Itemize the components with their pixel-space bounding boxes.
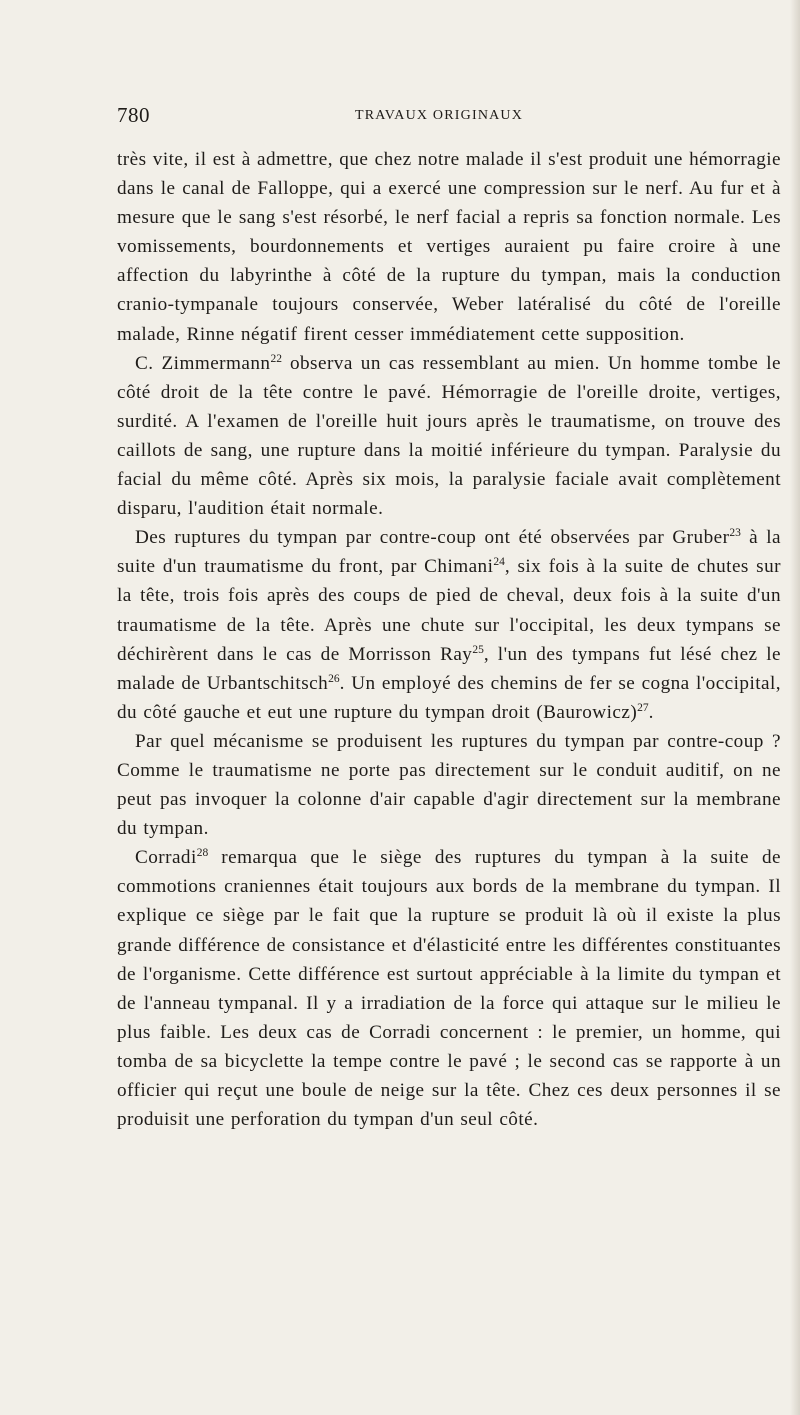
paragraph-text: . Un employé des chemins de fer se cogna l'occipital, du côté gauche et eut une rupture du tympan droit (Baurowicz) [117,672,782,723]
paragraph-text: très vite, il est à admettre, que chez notre malade il s'est produit une hémorragie dans le canal de Falloppe, qui a exercé une compression sur le nerf. Au fur et à mesure que le sang s'est résorbé, le nerf facial a repris sa fonction normale. Les vomissements, bourdonnements et vertiges auraient pu faire croire à une affection du labyrinthe à côté de la rupture du tympan, mais la conduction cranio-tympanale toujours conservée, Weber latéralisé du côté de l'oreille malade, Rinne négatif firent cesser immédiatement cette supposition. [117,149,781,345]
paragraph-text: Par quel mécanisme se produisent les ruptures du tympan par contre-coup ? Comme le traumatisme ne porte pas directement sur le conduit auditif, on ne peut pas invoquer la colonne d'air capable d'agir directement sur la membrane du tympan. [117,730,781,840]
body-text [117,145,781,1134]
paragraph-text: remarqua que le siège des ruptures du tympan à la suite de commotions craniennes était toujours aux bords de la membrane du tympan. Il explique ce siège par le fait que la rupture se produit là où il existe la plus grande différence de consistance et d'élasticité entre les différentes constituantes de l'organisme. Cette différence est surtout appréciable à la limite du tympan et de l'anneau tympanal. Il y a irradiation de la force qui attaque sur le milieu le plus faible. Les deux cas de Corradi concernent : le premier, un homme, qui tomba de sa bicyclette la tempe contre le pavé ; le second cas se rapporte à un officier qui reçut une boule de neige sur la tête. Chez ces deux personnes il se produisit une perforation du tympan d'un seul côté. [117,847,781,1131]
footnote-ref: 28 [196,847,209,860]
running-head [117,103,781,131]
paragraph-text: à la suite d'un traumatisme du front, par Chimani [117,527,781,578]
footnote-ref: 25 [472,643,484,656]
paragraph-text: , six fois à la suite de chutes sur la tête, trois fois après des coups de pied de cheval, deux fois à la suite d'un traumatisme de la tête. Après une chute sur l'occipital, les deux tympans se déchirèrent dans le cas de Morrisson Ray [117,556,781,665]
footnote-ref: 23 [729,527,741,540]
page-number: 780 [117,103,150,127]
paragraph-text: Des ruptures du tympan par contre-coup ont été observées par Gruber [135,527,730,549]
footnote-ref: 24 [493,556,505,569]
footnote-ref: 26 [328,672,340,685]
paragraph-text: , l'un des tympans fut lésé chez le malade de Urbantschitsch [117,643,781,694]
paragraph [117,523,781,727]
section-title: TRAVAUX ORIGINAUX [355,108,524,123]
paragraph [117,843,781,1134]
paragraph-text: . [648,701,654,723]
page-edge [790,0,800,1415]
paragraph-text: observa un cas ressemblant au mien. Un homme tombe le côté droit de la tête contre le pavé. Hémorragie de l'oreille droite, vertiges, surdité. A l'examen de l'oreille huit jours après le traumatisme, on trouve des caillots de sang, une rupture dans la moitié inférieure du tympan. Paralysie du facial du même côté. Après six mois, la paralysie faciale avait complètement disparu, l'audition était normale. [117,352,781,520]
paragraph [117,145,781,349]
footnote-ref: 27 [637,701,649,714]
footnote-ref: 22 [270,352,282,365]
paragraph-text: C. Zimmermann [135,352,271,374]
paragraph-text: Corradi [135,847,197,869]
paragraph [117,727,781,843]
paragraph [117,349,781,524]
